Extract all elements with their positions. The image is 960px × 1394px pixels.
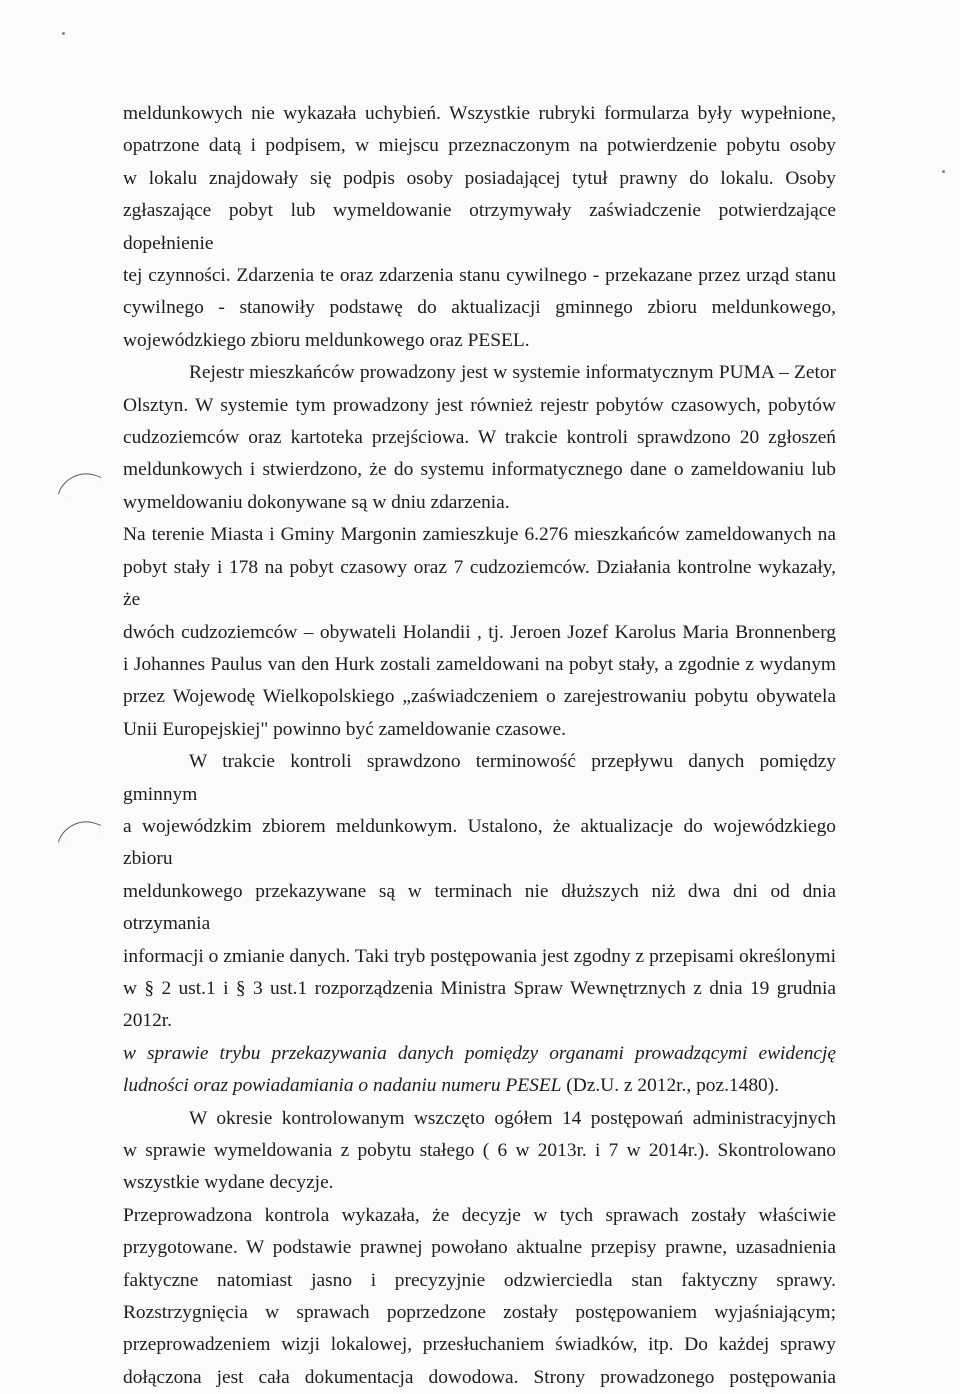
text-line: faktyczne natomiast jasno i precyzyjnie odzwierciedla stan faktyczny sprawy. xyxy=(123,1269,836,1291)
text-line: przez Wojewodę Wielkopolskiego „zaświadczeniem o zarejestrowaniu pobytu obywatela xyxy=(123,686,836,708)
text-line xyxy=(123,1070,836,1102)
text-line: dwóch cudzoziemców – obywateli Holandii , tj. Jeroen Jozef Karolus Maria Bronnenberg xyxy=(123,621,836,643)
text-line: i Johannes Paulus van den Hurk zostali zameldowani na pobyt stały, a zgodnie z wydanym xyxy=(123,653,836,675)
text-line: zgłaszające pobyt lub wymeldowanie otrzymywały zaświadczenie potwierdzające dopełnienie xyxy=(123,200,836,254)
text-line: meldunkowych i stwierdzono, że do systemu informatycznego dane o zameldowaniu lub xyxy=(123,459,836,481)
text-line: Rejestr mieszkańców prowadzony jest w systemie informatycznym PUMA – Zetor xyxy=(189,362,836,384)
text-line: W okresie kontrolowanym wszczęto ogółem 14 postępowań administracyjnych xyxy=(189,1107,836,1129)
hole-punch-mark-lower xyxy=(58,813,101,854)
text-line: wojewódzkiego zbioru meldunkowego oraz PESEL. xyxy=(123,329,530,351)
text-line: Na terenie Miasta i Gminy Margonin zamieszkuje 6.276 mieszkańców zameldowanych na xyxy=(123,524,836,546)
scan-speck xyxy=(942,170,945,173)
text-line: dołączona jest cała dokumentacja dowodowa. Strony prowadzonego postępowania xyxy=(123,1366,836,1388)
text-line: pobyt stały i 178 na pobyt czasowy oraz 7 cudzoziemców. Działania kontrolne wykazały, że xyxy=(123,556,836,611)
text-line: Unii Europejskiej" powinno być zameldowanie czasowe. xyxy=(123,718,566,740)
text-line: meldunkowego przekazywane są w terminach nie dłuższych niż dwa dni od dnia otrzymania xyxy=(123,880,836,935)
text-line: Rozstrzygnięcia w sprawach poprzedzone zostały postępowaniem wyjaśniającym; xyxy=(123,1302,836,1324)
text-line: w lokalu znajdowały się podpis osoby posiadającej tytuł prawny do lokalu. Osoby xyxy=(123,167,836,189)
text-line: Przeprowadzona kontrola wykazała, że decyzje w tych sprawach zostały właściwie xyxy=(123,1204,836,1226)
text-line: w sprawie wymeldowania z pobytu stałego ( 6 w 2013r. i 7 w 2014r.). Skontrolowano xyxy=(123,1140,836,1161)
hole-punch-mark-upper xyxy=(58,465,101,506)
text-line: opatrzone datą i podpisem, w miejscu przeznaczonym na potwierdzenie pobytu osoby xyxy=(123,135,836,157)
text-line: cudzoziemców oraz kartoteka przejściowa. W trakcie kontroli sprawdzono 20 zgłoszeń xyxy=(123,427,836,449)
text-line: przeprowadzeniem wizji lokalowej, przesłuchaniem świadków, itp. Do każdej sprawy xyxy=(123,1334,836,1356)
text-line: meldunkowych nie wykazała uchybień. Wszystkie rubryki formularza były wypełnione, xyxy=(123,103,836,124)
text-line: cywilnego - stanowiły podstawę do aktualizacji gminnego zbioru meldunkowego, xyxy=(123,297,836,319)
text-line-italic: w sprawie trybu przekazywania danych pomiędzy organami prowadzącymi ewidencję xyxy=(123,1042,836,1064)
scan-speck xyxy=(62,32,65,35)
text-line: Olsztyn. W systemie tym prowadzony jest również rejestr pobytów czasowych, pobytów xyxy=(123,394,836,416)
text-line: tej czynności. Zdarzenia te oraz zdarzenia stanu cywilnego - przekazane przez urząd stanu xyxy=(123,265,836,287)
text-line: wymeldowaniu dokonywane są w dniu zdarzenia. xyxy=(123,491,510,513)
regulation-citation: (Dz.U. z 2012r., poz.1480). xyxy=(561,1075,780,1097)
text-line: a wojewódzkim zbiorem meldunkowym. Ustalono, że aktualizacje do wojewódzkiego zbioru xyxy=(123,815,836,870)
text-line: przygotowane. W podstawie prawnej powołano aktualne przepisy prawne, uzasadnienia xyxy=(123,1237,836,1259)
text-line: w § 2 ust.1 i § 3 ust.1 rozporządzenia Ministra Spraw Wewnętrznych z dnia 19 grudnia 2012r. xyxy=(123,977,836,1032)
text-line: informacji o zmianie danych. Taki tryb postępowania jest zgodny z przepisami określonymi xyxy=(123,945,836,967)
document-body xyxy=(123,98,836,1394)
regulation-title: ludności oraz powiadamiania o nadaniu numeru PESEL xyxy=(123,1075,562,1097)
text-line: wszystkie wydane decyzje. xyxy=(123,1172,334,1194)
text-line: W trakcie kontroli sprawdzono terminowość przepływu danych pomiędzy gminnym xyxy=(123,751,836,805)
